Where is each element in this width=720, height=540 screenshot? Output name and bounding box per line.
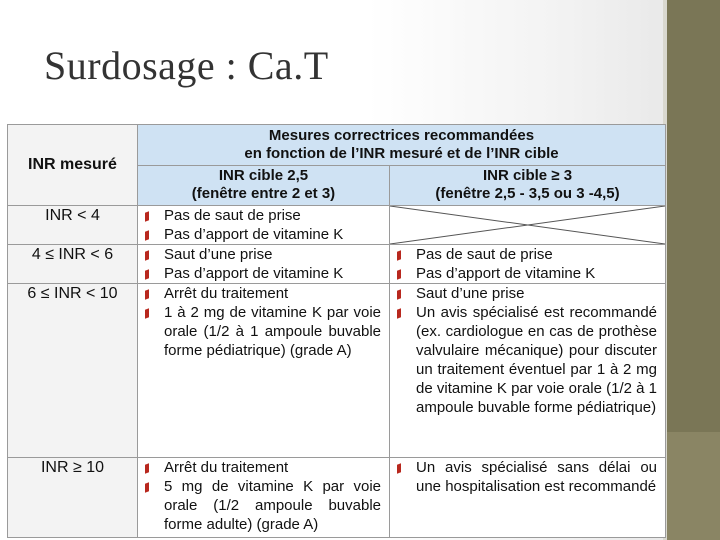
- list-item: Pas de saut de prise: [138, 206, 381, 225]
- row-inr-label: INR ≥ 10: [8, 458, 138, 538]
- cell-target-b: [390, 458, 666, 538]
- list-item: Pas d’apport de vitamine K: [390, 264, 657, 283]
- header-target-a: [138, 166, 390, 206]
- slide-title: Surdosage : Ca.T: [44, 43, 329, 88]
- cross-out-icon: [390, 206, 665, 244]
- list-item: Pas de saut de prise: [390, 245, 657, 264]
- header-main-line1: Mesures correctrices recommandées: [268, 127, 535, 144]
- cell-target-b: [390, 245, 666, 284]
- cell-target-a: [138, 245, 390, 284]
- header-inr-measured: INR mesuré: [8, 125, 138, 206]
- list-item: Pas d’apport de vitamine K: [138, 225, 381, 244]
- side-accent: [667, 432, 720, 540]
- row-inr-label: INR < 4: [8, 206, 138, 245]
- row-inr-label: 6 ≤ INR < 10: [8, 284, 138, 458]
- cell-not-applicable: [390, 206, 666, 245]
- list-item: 1 à 2 mg de vitamine K par voie orale (1/2 à 1 ampoule buvable forme pédiatrique) (grade A): [138, 303, 381, 360]
- inr-table: [7, 124, 666, 538]
- list-item: Arrêt du traitement: [138, 458, 381, 477]
- cell-target-a: [138, 284, 390, 458]
- list-item: Saut d’une prise: [138, 245, 381, 264]
- list-item: Un avis spécialisé est recommandé (ex. cardiologue en cas de prothèse valvulaire mécanique) pour discuter un traitement éventuel par 1 à 2 mg de vitamine K par voie orale (1/2 à 1 ampoule buvable forme pédiatrique): [390, 303, 657, 417]
- table-row: [8, 206, 666, 245]
- header-main-line2: en fonction de l’INR mesuré et de l’INR cible: [244, 145, 559, 162]
- table-row: [8, 284, 666, 458]
- list-item: Arrêt du traitement: [138, 284, 381, 303]
- header-target-b-line2: (fenêtre 2,5 - 3,5 ou 3 -4,5): [435, 185, 620, 202]
- cell-target-b: [390, 284, 666, 458]
- cell-target-a: [138, 206, 390, 245]
- header-target-a-line1: INR cible 2,5: [218, 167, 309, 184]
- header-target-a-line2: (fenêtre entre 2 et 3): [191, 185, 336, 202]
- table-row: [8, 245, 666, 284]
- header-main: [138, 125, 666, 166]
- header-target-b: [390, 166, 666, 206]
- header-target-b-line1: INR cible ≥ 3: [482, 167, 573, 184]
- list-item: Pas d’apport de vitamine K: [138, 264, 381, 283]
- list-item: Saut d’une prise: [390, 284, 657, 303]
- row-inr-label: 4 ≤ INR < 6: [8, 245, 138, 284]
- table-row: [8, 458, 666, 538]
- list-item: Un avis spécialisé sans délai ou une hospitalisation est recommandé: [390, 458, 657, 496]
- cell-target-a: [138, 458, 390, 538]
- list-item: 5 mg de vitamine K par voie orale (1/2 ampoule buvable forme adulte) (grade A): [138, 477, 381, 534]
